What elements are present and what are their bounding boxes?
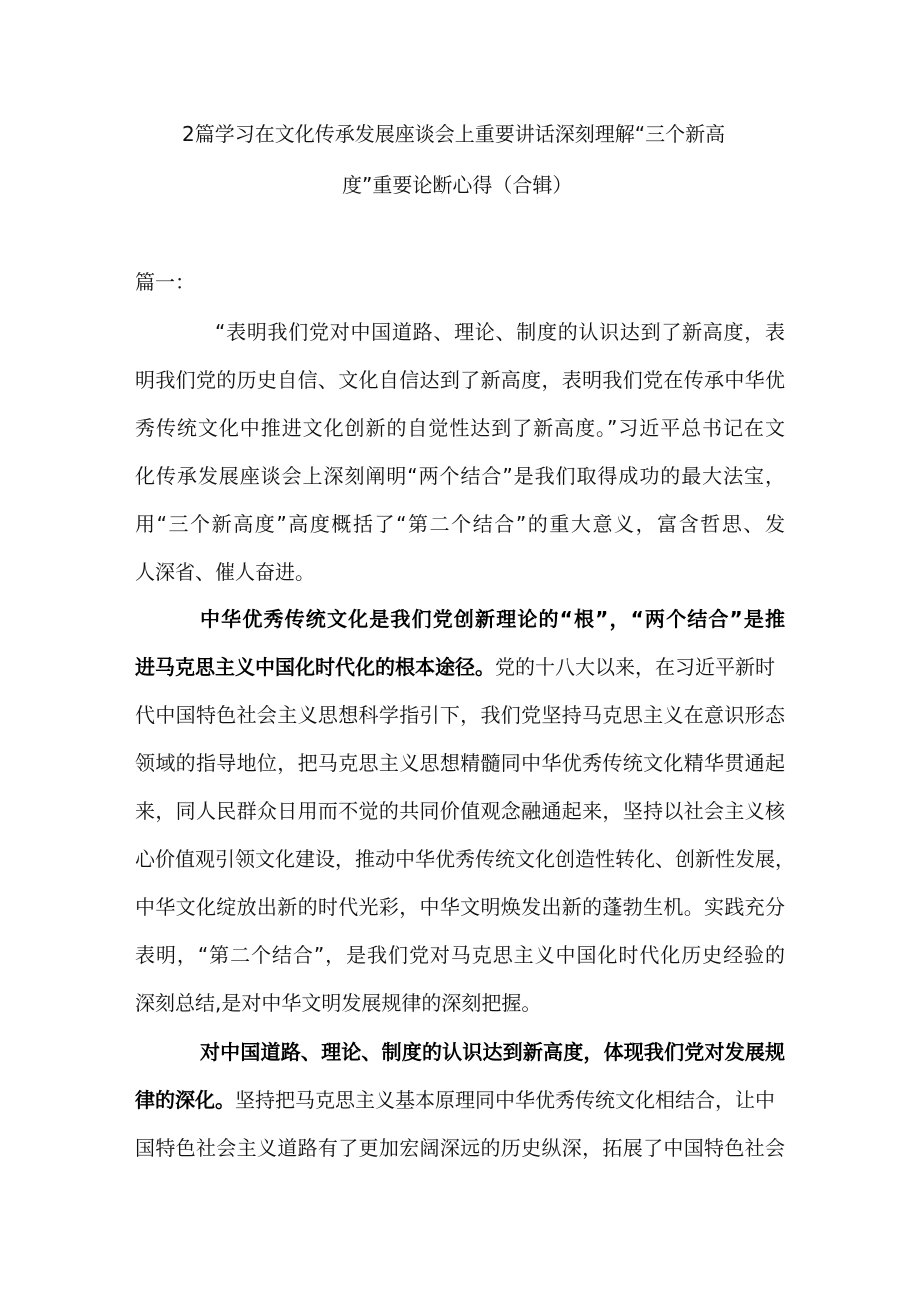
paragraph-1-line-3: 秀传统文化中推进文化创新的自觉性达到了新高度。”习近平总书记在文 bbox=[135, 416, 785, 440]
paragraph-2-bold-line-1: 中华优秀传统文化是我们党创新理论的“根”，“两个结合”是推 bbox=[200, 607, 785, 631]
document-title-line-2: 度”重要论断心得（合辑） bbox=[342, 173, 573, 197]
paragraph-2-bold-lead: 进马克思主义中国化时代化的根本途径。 bbox=[135, 655, 495, 679]
paragraph-2-line-5: 来，同人民群众日用而不觉的共同价值观念融通起来，坚持以社会主义核 bbox=[135, 799, 785, 823]
paragraph-1-line-2: 明我们党的历史自信、文化自信达到了新高度，表明我们党在传承中华优 bbox=[135, 368, 785, 392]
paragraph-3-line-3: 国特色社会主义道路有了更加宏阔深远的历史纵深，拓展了中国特色社会 bbox=[135, 1136, 785, 1160]
paragraph-2-line-4: 领域的指导地位，把马克思主义思想精髓同中华优秀传统文化精华贯通起 bbox=[135, 751, 785, 775]
paragraph-3-bold-line-1: 对中国道路、理论、制度的认识达到新高度，体现我们党对发展规 bbox=[200, 1040, 785, 1064]
paragraph-1-line-5: 用“三个新高度”高度概括了“第二个结合”的重大意义，富含哲思、发 bbox=[135, 512, 785, 536]
paragraph-3-line-2-rest: 坚持把马克思主义基本原理同中华优秀传统文化相结合，让中 bbox=[235, 1088, 775, 1112]
paragraph-2-line-6: 心价值观引领文化建设，推动中华优秀传统文化创造性转化、创新性发展， bbox=[135, 847, 795, 871]
paragraph-2-line-7: 中华文化绽放出新的时代光彩，中华文明焕发出新的蓬勃生机。实践充分 bbox=[135, 895, 785, 919]
paragraph-3-line-2 bbox=[135, 1086, 785, 1114]
paragraph-2-line-2-rest: 党的十八大以来，在习近平新时 bbox=[495, 655, 775, 679]
paragraph-2-line-9: 深刻总结,是对中华文明发展规律的深刻把握。 bbox=[135, 991, 542, 1015]
paragraph-1-line-4: 化传承发展座谈会上深刻阐明“两个结合”是我们取得成功的最大法宝， bbox=[135, 464, 785, 488]
paragraph-2-line-3: 代中国特色社会主义思想科学指引下，我们党坚持马克思主义在意识形态 bbox=[135, 703, 785, 727]
paragraph-1-line-1: “表明我们党对中国道路、理论、制度的认识达到了新高度，表 bbox=[215, 320, 785, 344]
paragraph-1-line-6: 人深省、催人奋进。 bbox=[135, 560, 315, 584]
paragraph-2-line-8: 表明，“第二个结合”，是我们党对马克思主义中国化时代化历史经验的 bbox=[135, 943, 785, 967]
document-title-line-1: 2篇学习在文化传承发展座谈会上重要讲话深刻理解“三个新高 bbox=[182, 122, 726, 146]
paragraph-2-line-2 bbox=[135, 653, 785, 681]
paragraph-3-bold-lead: 律的深化。 bbox=[135, 1088, 235, 1112]
section-heading: 篇一： bbox=[135, 270, 195, 294]
